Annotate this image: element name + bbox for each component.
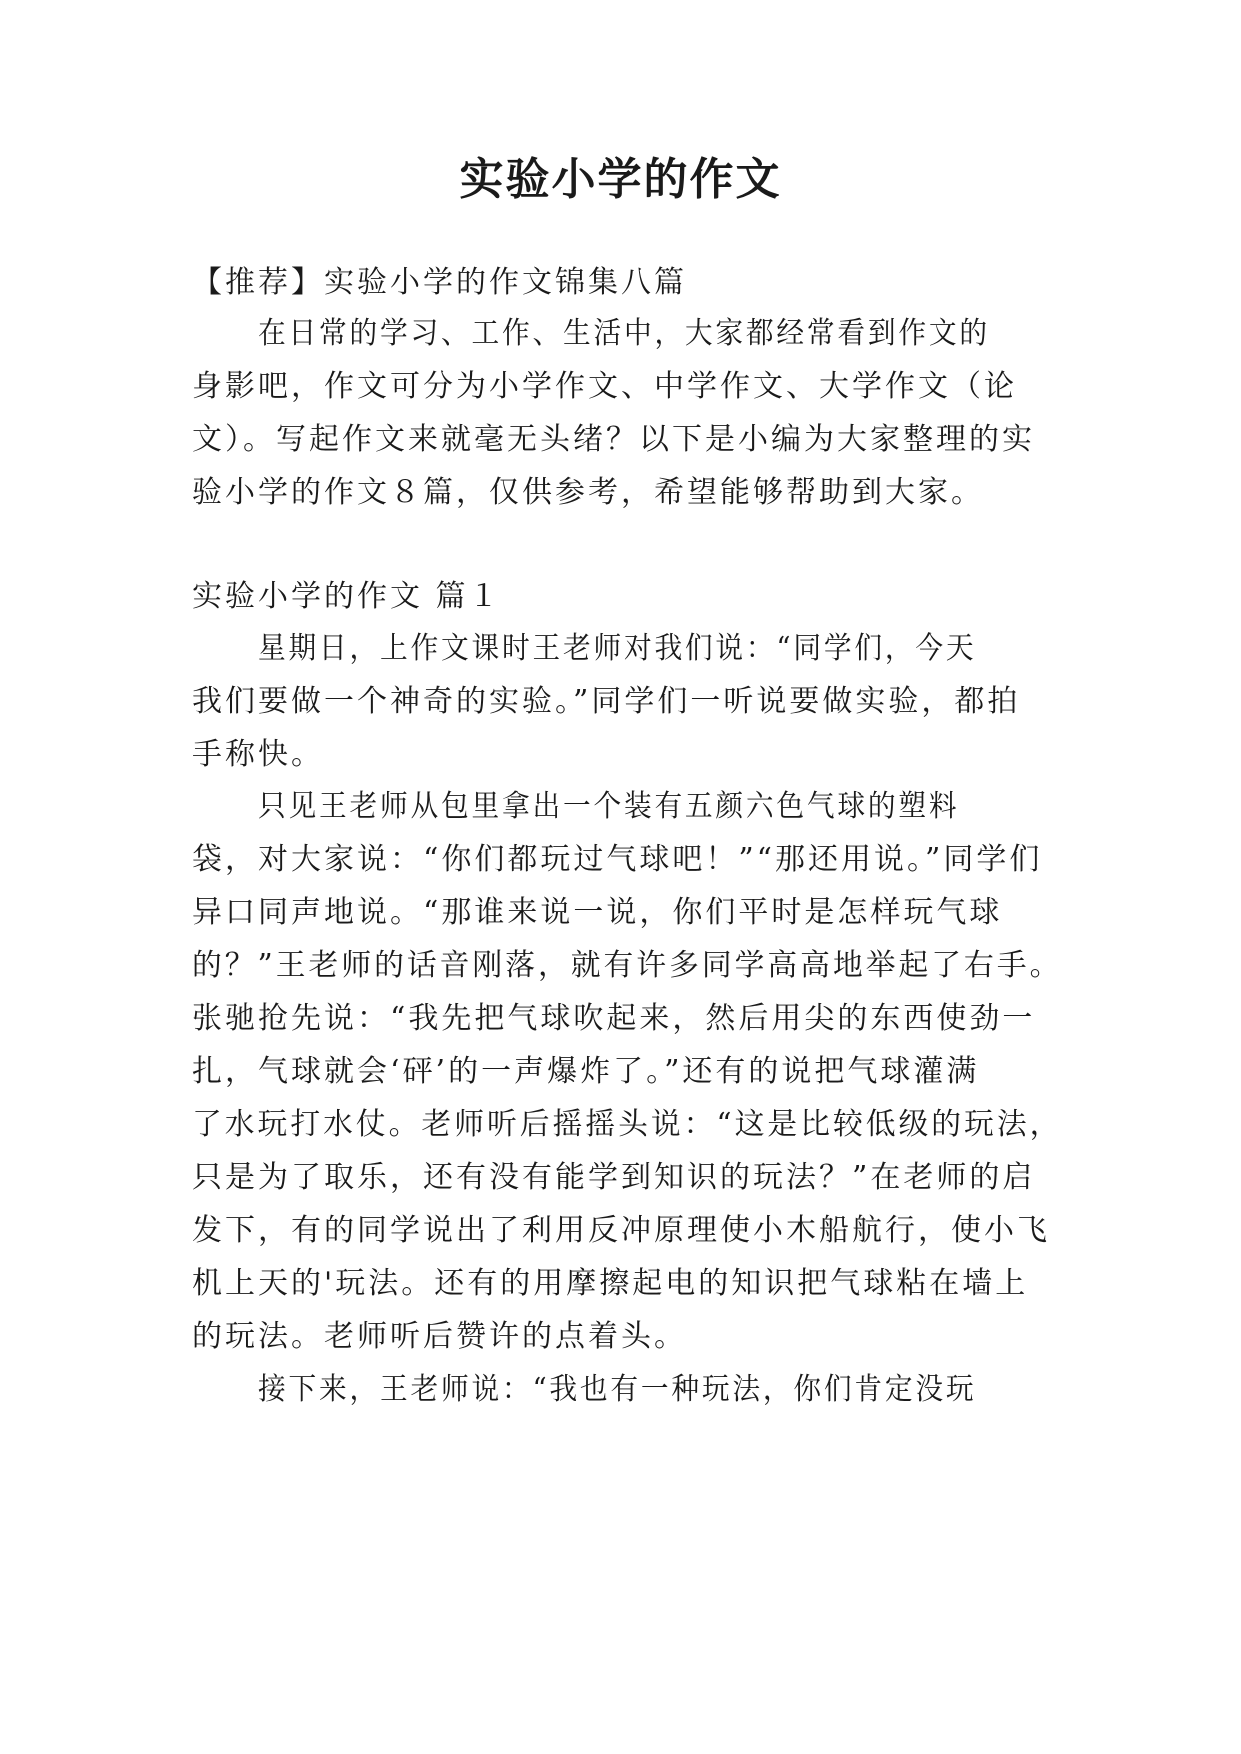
body-paragraph-line: 手称快。 <box>192 737 324 772</box>
body-paragraph-line: 只见王老师从包里拿出一个装有五颜六色气球的塑料 <box>258 789 960 824</box>
body-paragraph-line: 了水玩打水仗。老师听后摇摇头说：“这是比较低级的玩法， <box>192 1107 1063 1142</box>
body-paragraph-line: 袋，对大家说：“你们都玩过气球吧！”“那还用说。”同学们 <box>192 842 1043 877</box>
body-paragraph-line: 接下来，王老师说：“我也有一种玩法，你们肯定没玩 <box>258 1372 977 1407</box>
body-paragraph-line: 星期日，上作文课时王老师对我们说：“同学们，今天 <box>258 631 977 666</box>
section-heading: 实验小学的作文 篇１ <box>192 579 502 614</box>
body-paragraph-line: 发下，有的同学说出了利用反冲原理使小木船航行，使小飞 <box>192 1213 1050 1248</box>
body-paragraph-line: 的玩法。老师听后赞许的点着头。 <box>192 1319 687 1354</box>
body-paragraph-line: 我们要做一个神奇的实验。”同学们一听说要做实验，都拍 <box>192 684 1021 719</box>
body-paragraph-line: 扎，气球就会‘砰’的一声爆炸了。”还有的说把气球灌满 <box>192 1054 980 1089</box>
body-paragraph-line: 张驰抢先说：“我先把气球吹起来，然后用尖的东西使劲一 <box>192 1001 1036 1036</box>
intro-paragraph-line: 身影吧，作文可分为小学作文、中学作文、大学作文（论 <box>192 369 1017 404</box>
body-paragraph-line: 只是为了取乐，还有没有能学到知识的玩法？”在老师的启 <box>192 1160 1036 1195</box>
body-paragraph-line: 机上天的'玩法。还有的用摩擦起电的知识把气球粘在墙上 <box>192 1266 1029 1301</box>
body-paragraph-line: 异口同声地说。“那谁来说一说，你们平时是怎样玩气球 <box>192 895 1003 930</box>
body-paragraph-line: 的？”王老师的话音刚落，就有许多同学高高地举起了右手。 <box>192 948 1063 983</box>
intro-paragraph-line: 文）。写起作文来就毫无头绪？以下是小编为大家整理的实 <box>192 422 1035 457</box>
intro-paragraph-line: 验小学的作文８篇，仅供参考，希望能够帮助到大家。 <box>192 475 984 510</box>
document-title: 实验小学的作文 <box>459 154 782 205</box>
intro-paragraph-line: 在日常的学习、工作、生活中，大家都经常看到作文的 <box>258 316 990 351</box>
intro-heading: 【推荐】实验小学的作文锦集八篇 <box>192 265 687 300</box>
